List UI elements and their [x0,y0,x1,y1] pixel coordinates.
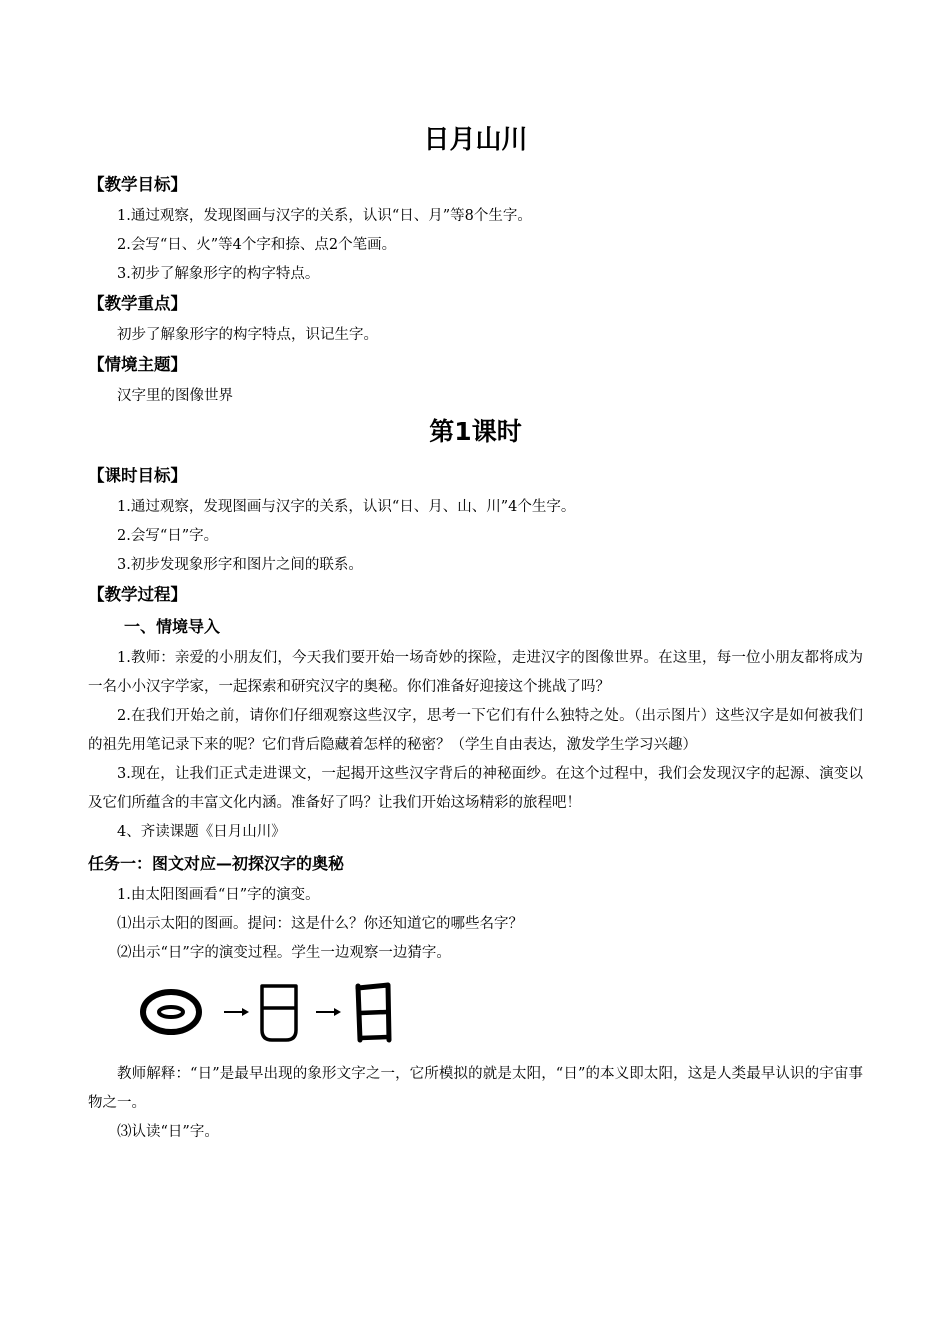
process-heading: 【教学过程】 [88,585,187,604]
intro-heading: 一、情境导入 [124,617,221,636]
lesson-goal-item: 3.初步发现象形字和图片之间的联系。 [117,557,363,573]
teaching-goals-heading: 【教学目标】 [88,175,187,194]
lesson-title: 第1课时 [429,417,522,446]
document-title: 日月山川 [423,125,528,155]
lesson-goal-item: 1.通过观察，发现图画与汉字的关系，认识“日、月、山、川”4个生字。 [117,499,576,515]
teaching-goal-item: 3.初步了解象形字的构字特点。 [117,266,320,282]
lesson-goals-heading: 【课时目标】 [88,466,187,485]
intro-paragraph: 3.现在，让我们正式走进课文，一起揭开这些汉字背后的神秘面纱。在这个过程中，我们会发现汉字的起源、演变以及它们所蕴含的丰富文化内涵。准备好了吗？让我们开始这场精彩的旅程吧！ [88,766,863,811]
arrow-right-icon [224,1008,249,1016]
teaching-key-text: 初步了解象形字的构字特点，识记生字。 [117,327,378,343]
task1-heading: 任务一：图文对应—初探汉字的奥秘 [88,854,345,873]
modern-ri-icon [358,985,389,1040]
page-content [88,118,863,1147]
task1-item: ⑵出示“日”字的演变过程。学生一边观察一边猜字。 [117,945,451,961]
sun-glyph-icon [143,992,199,1032]
teaching-goal-item: 2.会写“日、火”等4个字和捺、点2个笔画。 [117,237,397,253]
intro-paragraph: 4、齐读课题《日月山川》 [117,824,286,840]
task1-item: ⑴出示太阳的图画。提问：这是什么？你还知道它的哪些名字？ [117,916,523,932]
teacher-explanation: 教师解释：“日”是最早出现的象形文字之一，它所模拟的就是太阳，“日”的本义即太阳，这是人类最早认识的宇宙事物之一。 [88,1066,863,1111]
task1-item: 1.由太阳图画看“日”字的演变。 [117,887,320,903]
teaching-goal-item: 1.通过观察，发现图画与汉字的关系，认识“日、月”等8个生字。 [117,208,532,224]
ri-evolution-svg [138,978,418,1046]
arrow-right-icon [316,1008,341,1016]
teaching-key-heading: 【教学重点】 [88,294,187,313]
read-ri-item: ⑶认读“日”字。 [117,1124,219,1140]
ri-evolution-figure [88,974,863,1050]
theme-heading: 【情境主题】 [88,355,187,374]
intro-paragraph: 1.教师：亲爱的小朋友们，今天我们要开始一场奇妙的探险，走进汉字的图像世界。在这里，每一位小朋友都将成为一名小小汉字学家，一起探索和研究汉字的奥秘。你们准备好迎接这个挑战了吗？ [88,650,863,695]
bronze-ri-icon [262,986,296,1040]
theme-text: 汉字里的图像世界 [117,388,233,404]
lesson-goal-item: 2.会写“日”字。 [117,528,219,544]
intro-paragraph: 2.在我们开始之前，请你们仔细观察这些汉字，思考一下它们有什么独特之处。（出示图片）这些汉字是如何被我们的祖先用笔记录下来的呢？它们背后隐藏着怎样的秘密？（学生自由表达，激发学生学习兴趣） [88,708,863,753]
